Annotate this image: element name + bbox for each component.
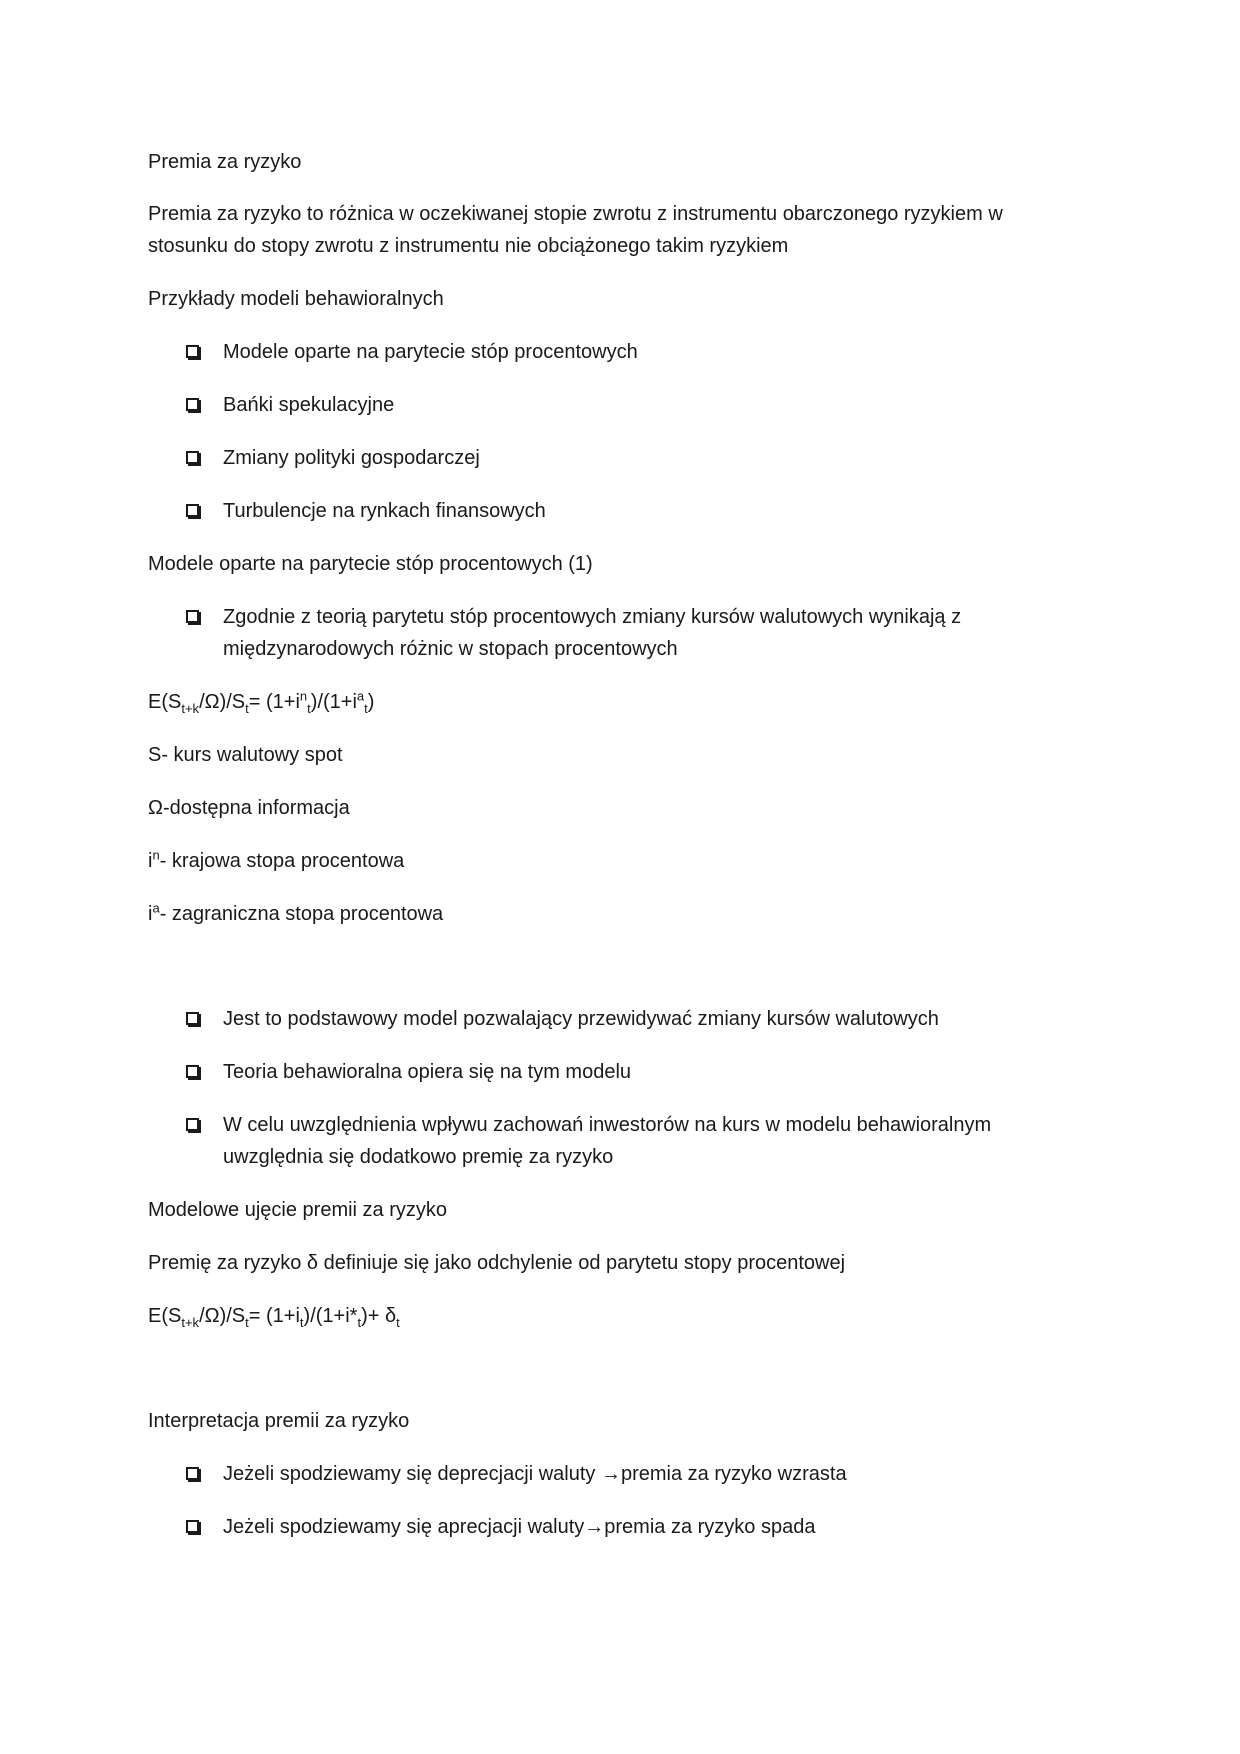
list-item: W celu uwzględnienia wpływu zachowań inwestorów na kurs w modelu behawioralnym uwzględnia się dodatkowo premię za ryzyko	[186, 1109, 1066, 1173]
formula-risk-premium: $E(S_{t+k}/\Omega)/S_t= (1+i_t)/(1+i*_t)+ \delta_t$	[148, 1305, 400, 1330]
checkbox-bullet-icon	[186, 1467, 199, 1480]
heading-examples: Przykłady modeli behawioralnych	[148, 288, 444, 310]
definition-in: $i^n-$ krajowa stopa procentowa	[148, 847, 405, 872]
heading-risk-premium: Premia za ryzyko	[148, 151, 302, 173]
list-item: Jest to podstawowy model pozwalający przewidywać zmiany kursów walutowych	[186, 1003, 1066, 1035]
list-item: Zgodnie z teorią parytetu stóp procentowych zmiany kursów walutowych wynikają z międzynarodowych różnic w stopach procentowych	[186, 601, 1066, 665]
list-item: Jeżeli spodziewamy się aprecjacji waluty→premia za ryzyko spada	[186, 1511, 1066, 1543]
formula-parity: $E(S_{t+k}/\Omega)/S_t= (1+i^n_t)/(1+i^a_t)$	[148, 688, 375, 716]
list-item: Jeżeli spodziewamy się deprecjacji waluty →premia za ryzyko wzrasta	[186, 1458, 1066, 1490]
checkbox-bullet-icon	[186, 504, 199, 517]
definition-omega: Ω-dostępna informacja	[148, 797, 350, 819]
list-item: Modele oparte na parytecie stóp procentowych	[186, 336, 1066, 368]
checkbox-bullet-icon	[186, 1118, 199, 1131]
checkbox-bullet-icon	[186, 1520, 199, 1533]
checkbox-bullet-icon	[186, 1012, 199, 1025]
checkbox-bullet-icon	[186, 398, 199, 411]
list-item: Zmiany polityki gospodarczej	[186, 442, 1066, 474]
definition-paragraph: Premia za ryzyko to różnica w oczekiwanej stopie zwrotu z instrumentu obarczonego ryzykiem w stosunku do stopy zwrotu z instrumentu nie obciążonego takim ryzykiem	[148, 203, 1003, 257]
definition-s: S- kurs walutowy spot	[148, 744, 343, 766]
checkbox-bullet-icon	[186, 345, 199, 358]
list-item: Bańki spekulacyjne	[186, 389, 1066, 421]
heading-model: Modelowe ujęcie premii za ryzyko	[148, 1199, 448, 1221]
arrow-right-icon: →	[584, 1516, 605, 1538]
delta-definition: Premię za ryzyko δ definiuje się jako odchylenie od parytetu stopy procentowej	[148, 1252, 846, 1274]
list-item: Teoria behawioralna opiera się na tym modelu	[186, 1056, 1066, 1088]
heading-parity: Modele oparte na parytecie stóp procentowych (1)	[148, 553, 593, 575]
list-item: Turbulencje na rynkach finansowych	[186, 495, 1066, 527]
checkbox-bullet-icon	[186, 1065, 199, 1078]
definition-ia: $i^a-$ zagraniczna stopa procentowa	[148, 900, 444, 925]
checkbox-bullet-icon	[186, 610, 199, 623]
arrow-right-icon: →	[600, 1463, 621, 1485]
heading-interpretation: Interpretacja premii za ryzyko	[148, 1410, 410, 1432]
checkbox-bullet-icon	[186, 451, 199, 464]
